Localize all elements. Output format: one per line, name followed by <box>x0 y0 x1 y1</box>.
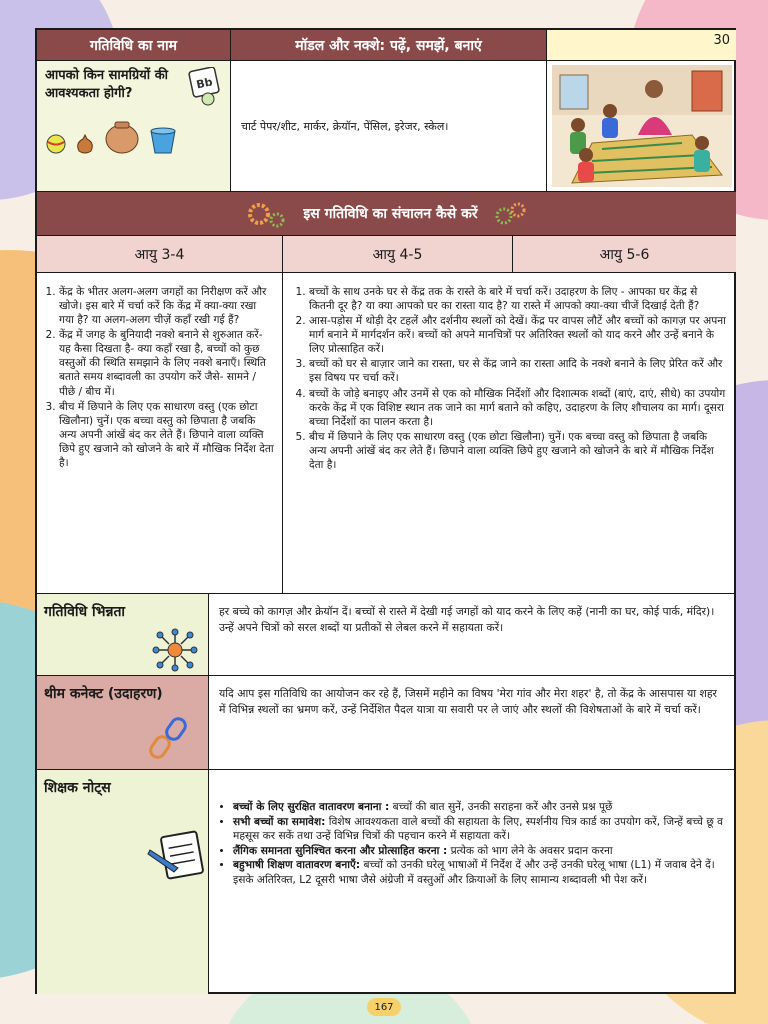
note-heading: बहुभाषी शिक्षण वातावरण बनाएँ: <box>233 859 361 872</box>
step-item: 1. केंद्र के भीतर अलग-अलग जगहों का निरीक्षण करें और खोजे। इस बारे में चर्चा करें कि केंद्र में क्या-क्या रखा गया है? या अलग-अलग चीज़ें कहाँ रखी गई हैं? <box>59 285 274 327</box>
note-heading: लैंगिक समानता सुनिश्चित करना और प्रोत्साहित करना : <box>233 844 448 857</box>
bucket-icon <box>147 125 179 155</box>
step-item: 3. बीच में छिपाने के लिए एक साधारण वस्तु (एक छोटा खिलौना) चुनें। एक बच्चा वस्तु को छिपाता है जबकि अन्य अपनी आंखें बंद कर लेते हैं। छिपाने वाला व्यक्ति छिपे हुए खजाने को खोजने के बारे में मौखिक निर्देश देता है। <box>59 400 274 470</box>
theme-label: थीम कनेक्ट (उदाहरण) <box>44 686 163 702</box>
step-item: 2. आस-पड़ोस में थोड़ी देर टहलें और दर्शनीय स्थलों को देखें। केंद्र पर वापस लौटें और बच्चों को कागज़ पर अपना मार्ग बनाने में मार्गदर्शन करें। बच्चों को अपने मानचित्रों पर अतिरिक्त स्थलों को याद करने और उन्हें बनाने के लिए प्रोत्साहित करें। <box>309 314 726 356</box>
note-heading: सभी बच्चों का समावेश: <box>233 815 326 828</box>
clay-pot-icon <box>103 117 141 155</box>
howto-title: इस गतिविधि का संचालन कैसे करें <box>303 206 478 222</box>
step-item: 3. बच्चों को घर से बाज़ार जाने का रास्ता, घर से केंद्र जाने का रास्ता आदि के नक्शे बनाने के लिए प्रेरित करें और इस विषय पर चर्चा करें। <box>309 357 726 385</box>
clipboard-pen-icon <box>146 828 201 880</box>
step-item: 5. बीच में छिपाने के लिए एक साधारण वस्तु (एक छोटा खिलौना) चुनें। एक बच्चा वस्तु को छिपाता है जबकि अन्य अपनी आंखें बंद कर लेते हैं। छिपाने वाला व्यक्ति छिपे हुए खजाने को खोजने के बारे में मौखिक निर्देश देता है। <box>309 430 726 472</box>
alphabet-card-icon <box>188 67 222 107</box>
footer-page-number: 167 <box>367 998 401 1016</box>
note-heading: बच्चों के लिए सुरक्षित वातावरण बनाना : <box>233 801 390 813</box>
activity-card <box>35 28 736 994</box>
step-item: 4. बच्चों के जोड़े बनाइए और उनमें से एक को मौखिक निर्देशों और दिशात्मक शब्दों (बाएं, दाएं, सीधे) का उपयोग करके केंद्र में एक विशिष्ट स्थान तक जाने का मार्ग बताने को कहिए, उदाहरण के लिए शौचालय का मार्ग। दूसरा बच्चा निर्देशों का पालन करता है। <box>309 387 726 429</box>
page-number-text: 30 <box>713 33 730 48</box>
variation-label-cell <box>37 594 208 675</box>
theme-label-cell <box>37 676 208 769</box>
howto-banner <box>37 192 736 235</box>
age-header-5-6: आयु 5-6 <box>513 236 736 272</box>
step-item: 1. बच्चों के साथ उनके घर से केंद्र तक के रास्ते के बारे में चर्चा करें। उदाहरण के लिए - आपका घर केंद्र से कितनी दूर है? या क्या आपको घर का रास्ता याद है? या रास्ते में आपको क्या-क्या चीजें दिखाई देती हैं? <box>309 285 726 313</box>
bb-text: Bb <box>195 75 214 92</box>
age-header-4-5: आयु 4-5 <box>283 236 512 272</box>
note-item <box>233 815 726 844</box>
onion-icon <box>73 133 97 155</box>
theme-text: यदि आप इस गतिविधि का आयोजन कर रहे हैं, जिसमें महीने का विषय 'मेरा गांव और मेरा शहर' है, तो केंद्र के आसपास या शहर में विभिन्न स्थलों का भ्रमण करें, उन्हें निर्देशित पैदल यात्रा या सवारी पर ले जाएं और स्थलों की विशेषताओं के बारे में चर्चा करें। <box>219 687 717 716</box>
network-icon <box>152 628 201 672</box>
materials-question-text: आपको किन सामग्रियों की आवश्यकता होगी? <box>45 68 169 102</box>
gears-icon-left <box>245 200 289 228</box>
page-number <box>547 30 736 60</box>
step-item: 2. केंद्र में जगह के बुनियादी नक्शे बनाने से शुरुआत करें- यह कैसा दिखता है- क्या कहाँ रखा है, बच्चों को कुछ वस्तुओं की स्थिति समझाने के लिए नक्शे बनाएँ। स्थिति बताते समय शब्दावली का उपयोग करें जैसे- सामने / पीछे / बीच में। <box>59 328 274 398</box>
note-text: विशेष आवश्यकता वाले बच्चों की सहायता के लिए, स्पर्शनीय चित्र कार्ड का उपयोग करें, जिन्हें बच्चे छू व महसूस कर सकें तथा उन्हें विभिन्न चित्रों की पहचान करने में सहायता करें। <box>233 815 724 843</box>
age-header-3-4: आयु 3-4 <box>37 236 282 272</box>
ball-icon <box>45 133 67 155</box>
materials-question <box>37 61 230 191</box>
note-text: प्रत्येक को भाग लेने के अवसर प्रदान करना <box>447 844 613 857</box>
note-text: बच्चों की बात सुनें, उनकी सराहना करें और उनसे प्रश्न पूछें <box>389 801 613 813</box>
activity-title: मॉडल और नक्शे: पढ़ें, समझें, बनाएं <box>231 30 546 60</box>
link-chain-icon <box>149 716 189 760</box>
notes-label-cell <box>37 770 208 994</box>
gears-icon-right <box>492 200 528 228</box>
notes-content <box>209 770 736 994</box>
steps-age-4-6 <box>283 273 736 593</box>
notes-label: शिक्षक नोट्स <box>44 780 111 796</box>
variation-text: हर बच्चे को कागज़ और क्रेयॉन दें। बच्चों से रास्ते में देखी गई जगहों को याद करने के लिए कहें (नानी का घर, कोई पार्क, मंदिर)। उन्हें अपने चित्रों को सरल शब्दों या प्रतीकों से लेबल करने में सहायता करें। <box>219 605 715 634</box>
activity-label: गतिविधि का नाम <box>37 30 230 60</box>
variation-label: गतिविधि भिन्नता <box>44 604 126 620</box>
materials-answer: चार्ट पेपर/शीट, मार्कर, क्रेयॉन, पेंसिल, इरेजर, स्केल। <box>241 119 449 133</box>
steps-age-3-4 <box>37 273 282 593</box>
note-item <box>233 858 726 887</box>
note-item <box>233 844 726 859</box>
note-item <box>233 800 726 815</box>
illustration-teacher-children <box>547 61 736 191</box>
note-text: बच्चों को उनकी घरेलू भाषाओं में निर्देश दें और उन्हें उनकी घरेलू भाषा (L1) में जवाब देने दें। इसके अतिरिक्त, L2 दूसरी भाषा जैसे अंग्रेजी में वस्तुओं और क्रियाओं के लिए सामान्य शब्दावली भी पेश करें। <box>233 859 715 887</box>
